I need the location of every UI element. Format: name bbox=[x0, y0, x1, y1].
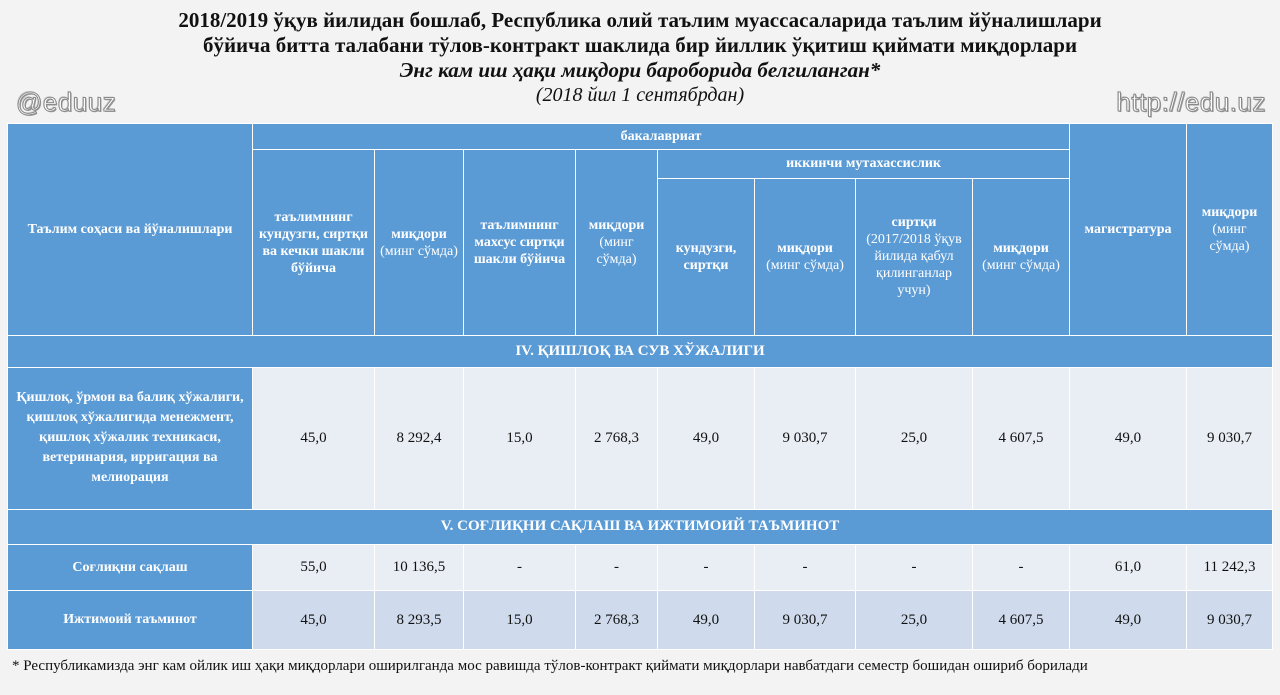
table-cell: 8 292,4 bbox=[375, 368, 464, 509]
header-area: Таълим соҳаси ва йўналишлари bbox=[8, 124, 253, 336]
header-amount-1: миқдори (минг сўмда) bbox=[375, 150, 464, 336]
header-extramural-2017: сиртқи (2017/2018 ўқув йилида қабул қилинганлар учун) bbox=[856, 178, 973, 335]
table-cell: - bbox=[856, 544, 973, 590]
table-cell: 61,0 bbox=[1070, 544, 1187, 590]
table-cell: - bbox=[464, 544, 576, 590]
table-cell: 4 607,5 bbox=[973, 368, 1070, 509]
table-cell: 9 030,7 bbox=[1187, 368, 1273, 509]
section-title: V. СОҒЛИҚНИ САҚЛАШ ВА ИЖТИМОИЙ ТАЪМИНОТ bbox=[8, 509, 1273, 544]
table-row bbox=[8, 368, 1273, 509]
table-cell: 4 607,5 bbox=[973, 591, 1070, 650]
table-cell: 8 293,5 bbox=[375, 591, 464, 650]
table-cell: 15,0 bbox=[464, 591, 576, 650]
table-cell: 10 136,5 bbox=[375, 544, 464, 590]
table-cell: 55,0 bbox=[253, 544, 375, 590]
header-special-extramural: таълимнинг махсус сиртқи шакли бўйича bbox=[464, 150, 576, 336]
fees-table bbox=[7, 123, 1273, 650]
header-second-specialty: иккинчи мутахассислик bbox=[658, 150, 1070, 178]
title-line-1: 2018/2019 ўқув йилидан бошлаб, Республика олий таълим муассасаларида таълим йўналишлари bbox=[178, 8, 1102, 32]
table-cell: 49,0 bbox=[1070, 591, 1187, 650]
table-cell: 2 768,3 bbox=[576, 591, 658, 650]
title-date: (2018 йил 1 сентябрдан) bbox=[535, 84, 745, 106]
table-cell: 11 242,3 bbox=[1187, 544, 1273, 590]
row-label: Соғлиқни сақлаш bbox=[8, 544, 253, 590]
header-amount-2: миқдори (минг сўмда) bbox=[576, 150, 658, 336]
header-amount-3: миқдори (минг сўмда) bbox=[755, 178, 856, 335]
table-row bbox=[8, 544, 1273, 590]
table-cell: 49,0 bbox=[1070, 368, 1187, 509]
header-day-extramural: кундузги, сиртқи bbox=[658, 178, 755, 335]
table-cell: 9 030,7 bbox=[755, 591, 856, 650]
header-bachelor: бакалавриат bbox=[253, 124, 1070, 150]
table-row bbox=[8, 591, 1273, 650]
header-full-time: таълимнинг кундузги, сиртқи ва кечки шакли бўйича bbox=[253, 150, 375, 336]
row-label: Қишлоқ, ўрмон ва балиқ хўжалиги, қишлоқ хўжалигида менежмент, қишлоқ хўжалик техникаси, ветеринария, ирригация ва мелиорация bbox=[8, 368, 253, 509]
table-cell: 25,0 bbox=[856, 591, 973, 650]
table-cell: 9 030,7 bbox=[755, 368, 856, 509]
row-label: Ижтимоий таъминот bbox=[8, 591, 253, 650]
table-cell: 49,0 bbox=[658, 368, 755, 509]
section-title: IV. ҚИШЛОҚ ВА СУВ ХЎЖАЛИГИ bbox=[8, 335, 1273, 367]
header-amount-4: миқдори (минг сўмда) bbox=[973, 178, 1070, 335]
table-cell: - bbox=[658, 544, 755, 590]
table-cell: 45,0 bbox=[253, 368, 375, 509]
header-master: магистратура bbox=[1070, 124, 1187, 336]
table-cell: - bbox=[973, 544, 1070, 590]
watermark-handle: @eduuz bbox=[16, 87, 117, 117]
table-cell: 9 030,7 bbox=[1187, 591, 1273, 650]
table-cell: 45,0 bbox=[253, 591, 375, 650]
table-cell: - bbox=[755, 544, 856, 590]
header-master-amount: миқдори (минг сўмда) bbox=[1187, 124, 1273, 336]
table-cell: 15,0 bbox=[464, 368, 576, 509]
document-title bbox=[0, 8, 1280, 107]
watermark-url: http://edu.uz bbox=[1116, 87, 1266, 117]
table-cell: - bbox=[576, 544, 658, 590]
table-cell: 2 768,3 bbox=[576, 368, 658, 509]
title-line-2: бўйича битта талабани тўлов-контракт шаклида бир йиллик ўқитиш қиймати миқдорлари bbox=[202, 33, 1078, 57]
table-cell: 49,0 bbox=[658, 591, 755, 650]
footnote: * Республикамизда энг кам ойлик иш ҳақи миқдорлари оширилганда мос равишда тўлов-контракт қиймати миқдорлари навбатдаги семестр бошидан ошириб борилади bbox=[12, 658, 1088, 674]
table-cell: 25,0 bbox=[856, 368, 973, 509]
title-line-3: Энг кам иш ҳақи миқдори бароборида белгиланган* bbox=[399, 58, 881, 82]
